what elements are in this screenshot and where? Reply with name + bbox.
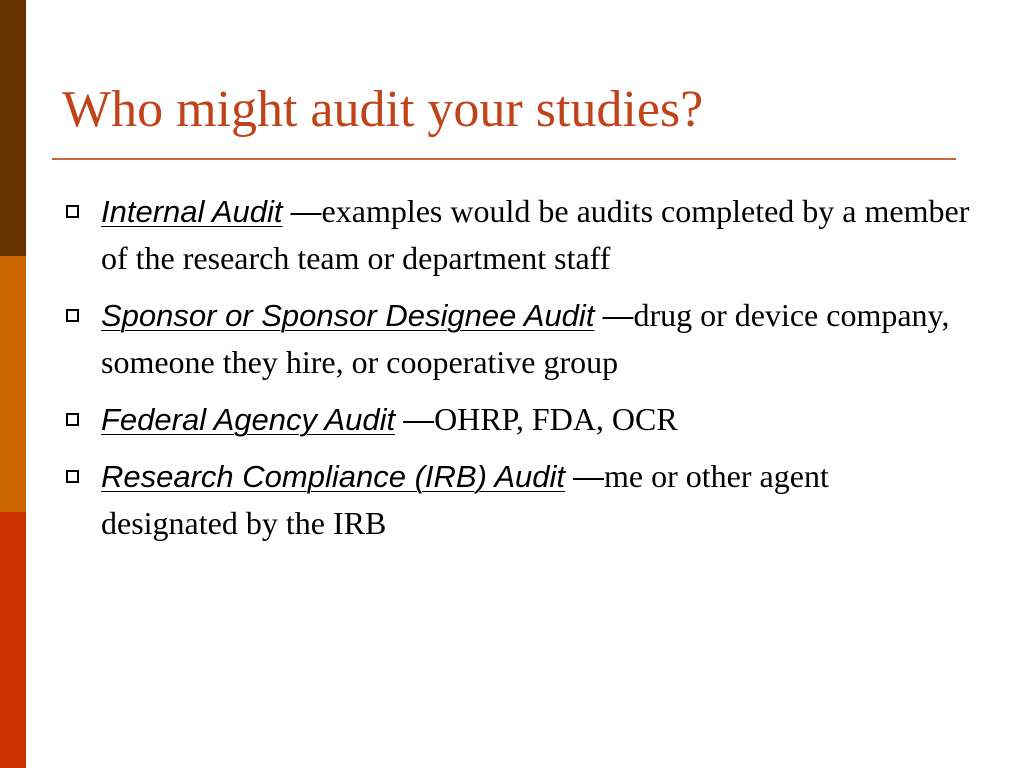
bullet-item-sponsor-audit bbox=[62, 292, 972, 386]
bullet-separator: — bbox=[602, 298, 634, 333]
sidebar-segment-bottom bbox=[0, 512, 26, 768]
sidebar-segment-middle bbox=[0, 256, 26, 512]
bullet-term: Sponsor or Sponsor Designee Audit bbox=[101, 298, 595, 333]
hollow-square-icon bbox=[66, 470, 79, 483]
bullet-separator: — bbox=[290, 194, 322, 229]
bullet-text: OHRP, FDA, OCR bbox=[434, 401, 678, 437]
sidebar-segment-top bbox=[0, 0, 26, 256]
bullet-term: Research Compliance (IRB) Audit bbox=[101, 459, 566, 494]
hollow-square-icon bbox=[66, 413, 79, 426]
bullet-item-internal-audit bbox=[62, 188, 972, 282]
title-divider bbox=[52, 158, 956, 160]
bullet-term: Federal Agency Audit bbox=[101, 402, 396, 437]
bullet-term: Internal Audit bbox=[101, 194, 283, 229]
bullet-separator: — bbox=[403, 402, 435, 437]
bullet-item-research-compliance-audit bbox=[62, 453, 972, 547]
bullet-text: examples would be audits completed by a member of the research team or department staff bbox=[101, 193, 970, 276]
bullet-list bbox=[62, 188, 972, 557]
bullet-item-federal-agency-audit bbox=[62, 396, 972, 443]
hollow-square-icon bbox=[66, 309, 79, 322]
hollow-square-icon bbox=[66, 205, 79, 218]
bullet-separator: — bbox=[573, 459, 605, 494]
bullet-text: me or other agent designated by the IRB bbox=[101, 458, 829, 541]
slide-title: Who might audit your studies? bbox=[62, 81, 704, 138]
bullet-text: drug or device company, someone they hire, or cooperative group bbox=[101, 297, 950, 380]
